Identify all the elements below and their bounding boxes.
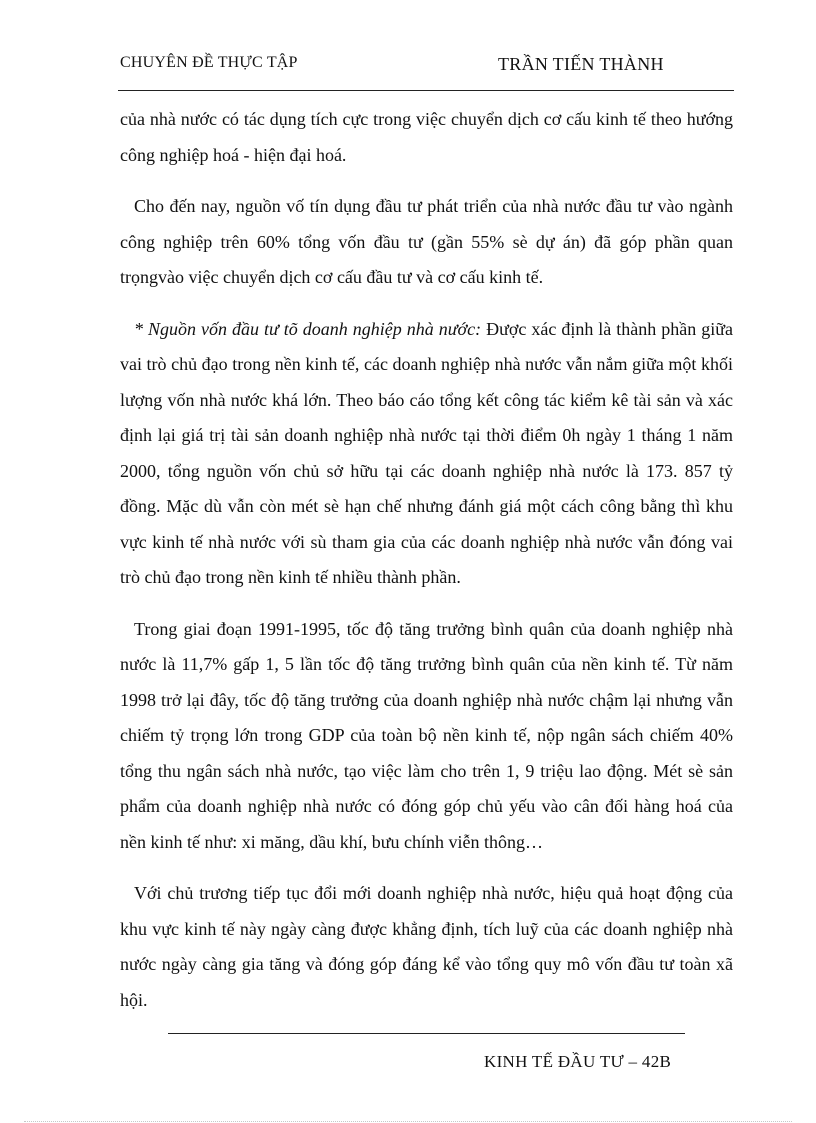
paragraph bbox=[120, 876, 733, 1018]
paragraph-text: Cho đến nay, nguồn vố tín dụng đầu tư phát triển của nhà nước đầu tư vào ngành công nghiệp trên 60% tổng vốn đầu tư (gần 55% sè dự án) đã góp phần quan trọngvào việc chuyển dịch cơ cấu đầu tư và cơ cấu kinh tế. bbox=[120, 196, 733, 287]
paragraph bbox=[120, 312, 733, 596]
footer-divider bbox=[168, 1033, 685, 1034]
page-bottom-border bbox=[24, 1121, 792, 1122]
header-divider bbox=[118, 90, 734, 91]
paragraph-lead-italic: * Nguồn vốn đầu tư tõ doanh nghiệp nhà nước: bbox=[134, 318, 482, 339]
paragraph-text: của nhà nước có tác dụng tích cực trong việc chuyển dịch cơ cấu kinh tế theo hướng công nghiệp hoá - hiện đại hoá. bbox=[120, 109, 733, 165]
paragraph bbox=[120, 612, 733, 861]
paragraph-text: Với chủ trương tiếp tục đổi mới doanh nghiệp nhà nước, hiệu quả hoạt động của khu vực kinh tế này ngày càng được khẳng định, tích luỹ của các doanh nghiệp nhà nước ngày càng gia tăng và đóng góp đáng kể vào tổng quy mô vốn đầu tư toàn xã hội. bbox=[120, 883, 733, 1010]
header-right-author: TRẦN TIẾN THÀNH bbox=[498, 54, 664, 74]
paragraph bbox=[120, 102, 733, 173]
paragraph-text: Trong giai đoạn 1991-1995, tốc độ tăng trưởng bình quân của doanh nghiệp nhà nước là 11,7% gấp 1, 5 lần tốc độ tăng trưởng bình quân của nền kinh tế. Từ năm 1998 trở lại đây, tốc độ tăng trưởng của doanh nghiệp nhà nước chậm lại nhưng vẫn chiếm tỷ trọng lớn trong GDP của toàn bộ nền kinh tế, nộp ngân sách chiếm 40% tổng thu ngân sách nhà nước, tạo việc làm cho trên 1, 9 triệu lao động. Mét sè sản phẩm của doanh nghiệp nhà nước có đóng góp chủ yếu vào cân đối hàng hoá của nền kinh tế như: xi măng, dầu khí, bưu chính viễn thông… bbox=[120, 618, 733, 852]
paragraph bbox=[120, 189, 733, 296]
header-left-title: CHUYÊN ĐỀ THỰC TẬP bbox=[120, 54, 298, 71]
footer-course-label: KINH TẾ ĐẦU TƯ – 42B bbox=[484, 1052, 672, 1071]
document-body bbox=[120, 102, 733, 1034]
paragraph-text: Được xác định là thành phần giữa vai trò chủ đạo trong nền kinh tế, các doanh nghiệp nhà nước vẫn nắm giữa một khối lượng vốn nhà nước khá lớn. Theo báo cáo tổng kết công tác kiểm kê tài sản và xác định lại giá trị tài sản doanh nghiệp nhà nước tại thời điểm 0h ngày 1 tháng 1 năm 2000, tổng nguồn vốn chủ sở hữu tại các doanh nghiệp nhà nước là 173. 857 tỷ đồng. Mặc dù vẫn còn mét sè hạn chế nhưng đánh giá một cách công bằng thì khu vực kinh tế nhà nước với sù tham gia của các doanh nghiệp nhà nước vẫn đóng vai trò chủ đạo trong nền kinh tế nhiều thành phần. bbox=[120, 318, 733, 587]
